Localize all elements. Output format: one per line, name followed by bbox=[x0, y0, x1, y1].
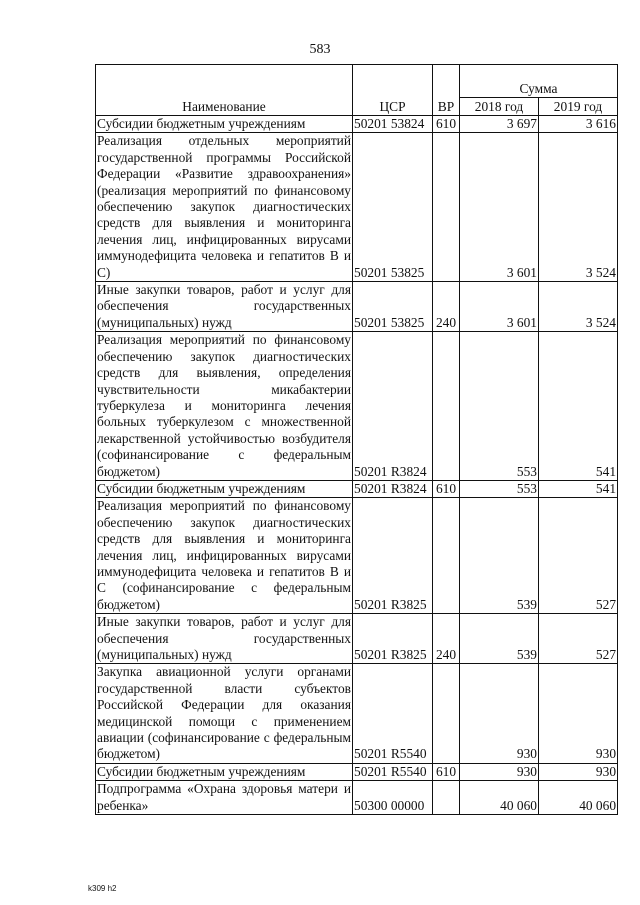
name-cell: Иные закупки товаров, работ и услуг для обеспечения государственных (муниципальных) нужд bbox=[97, 614, 351, 662]
amount-2019-cell: 541 bbox=[539, 480, 618, 497]
table-row bbox=[96, 133, 618, 282]
table-body bbox=[96, 116, 618, 815]
footer-code: k309 h2 bbox=[88, 884, 117, 893]
vr-cell bbox=[433, 133, 460, 282]
name-cell: Субсидии бюджетным учреждениям bbox=[96, 480, 353, 497]
table-row bbox=[96, 763, 618, 780]
table-row bbox=[96, 664, 618, 763]
amount-2019-cell: 40 060 bbox=[539, 781, 618, 815]
csr-cell: 50201 53825 bbox=[353, 282, 433, 332]
vr-cell bbox=[433, 781, 460, 815]
name-cell: Закупка авиационной услуги органами государственной власти субъектов Российской Федерации для оказания медицинской помощи с применением авиации (софинансирование с федеральным бюджетом) bbox=[97, 664, 351, 762]
header-name: Наименование bbox=[96, 65, 353, 116]
amount-2018-cell: 40 060 bbox=[460, 781, 539, 815]
name-cell: Подпрограмма «Охрана здоровья матери и ребенка» bbox=[97, 781, 351, 813]
vr-cell bbox=[433, 332, 460, 481]
name-cell: Реализация мероприятий по финансовому обеспечению закупок диагностических средств для выявления, определения чувствительности микабактерии туберкулеза и мониторинга лечения больных туберкулезом с множественной лекарственной устойчивостью возбудителя (софинансирование с федеральным бюджетом) bbox=[97, 332, 351, 479]
table-row bbox=[96, 332, 618, 481]
amount-2019-cell: 3 616 bbox=[539, 116, 618, 133]
csr-cell: 50201 R3825 bbox=[353, 614, 433, 664]
amount-2019-cell: 527 bbox=[539, 498, 618, 614]
amount-2019-cell: 541 bbox=[539, 332, 618, 481]
csr-cell: 50201 R5540 bbox=[353, 763, 433, 780]
amount-2018-cell: 553 bbox=[460, 332, 539, 481]
csr-cell: 50300 00000 bbox=[353, 781, 433, 815]
amount-2018-cell: 930 bbox=[460, 664, 539, 763]
name-cell: Субсидии бюджетным учреждениям bbox=[96, 116, 353, 133]
amount-2019-cell: 527 bbox=[539, 614, 618, 664]
amount-2018-cell: 539 bbox=[460, 498, 539, 614]
vr-cell bbox=[433, 498, 460, 614]
table-header-row bbox=[96, 65, 618, 98]
amount-2018-cell: 553 bbox=[460, 480, 539, 497]
vr-cell: 610 bbox=[433, 116, 460, 133]
vr-cell: 240 bbox=[433, 282, 460, 332]
table-row bbox=[96, 282, 618, 332]
header-year-2018: 2018 год bbox=[460, 98, 539, 116]
vr-cell: 240 bbox=[433, 614, 460, 664]
csr-cell: 50201 R5540 bbox=[353, 664, 433, 763]
name-cell: Реализация мероприятий по финансовому обеспечению закупок диагностических средств для выявления и мониторинга лечения лиц, инфицированных вирусами иммунодефицита человека и гепатитов В и С (софинансирование с федеральным бюджетом) bbox=[97, 498, 351, 612]
table-row bbox=[96, 498, 618, 614]
amount-2018-cell: 3 697 bbox=[460, 116, 539, 133]
amount-2019-cell: 3 524 bbox=[539, 282, 618, 332]
header-sum: Сумма bbox=[460, 65, 618, 98]
vr-cell: 610 bbox=[433, 763, 460, 780]
table-row bbox=[96, 116, 618, 133]
table-row bbox=[96, 480, 618, 497]
csr-cell: 50201 R3825 bbox=[353, 498, 433, 614]
page-number: 583 bbox=[309, 42, 331, 57]
name-cell: Иные закупки товаров, работ и услуг для обеспечения государственных (муниципальных) нужд bbox=[97, 282, 351, 330]
name-cell: Субсидии бюджетным учреждениям bbox=[96, 763, 353, 780]
table-row bbox=[96, 781, 618, 815]
amount-2018-cell: 539 bbox=[460, 614, 539, 664]
amount-2018-cell: 3 601 bbox=[460, 282, 539, 332]
table-row bbox=[96, 614, 618, 664]
header-csr: ЦСР bbox=[353, 65, 433, 116]
vr-cell: 610 bbox=[433, 480, 460, 497]
amount-2019-cell: 3 524 bbox=[539, 133, 618, 282]
header-year-2019: 2019 год bbox=[539, 98, 618, 116]
csr-cell: 50201 53824 bbox=[353, 116, 433, 133]
budget-table bbox=[95, 64, 618, 815]
header-vr: ВР bbox=[433, 65, 460, 116]
csr-cell: 50201 R3824 bbox=[353, 332, 433, 481]
csr-cell: 50201 53825 bbox=[353, 133, 433, 282]
csr-cell: 50201 R3824 bbox=[353, 480, 433, 497]
amount-2019-cell: 930 bbox=[539, 763, 618, 780]
amount-2019-cell: 930 bbox=[539, 664, 618, 763]
amount-2018-cell: 3 601 bbox=[460, 133, 539, 282]
amount-2018-cell: 930 bbox=[460, 763, 539, 780]
name-cell: Реализация отдельных мероприятий государственной программы Российской Федерации «Развитие здравоохранения» (реализация мероприятий по финансовому обеспечению закупок диагностических средств для выявления и мониторинга лечения лиц, инфицированных вирусами иммунодефицита человека и гепатитов В и С) bbox=[97, 133, 351, 280]
vr-cell bbox=[433, 664, 460, 763]
